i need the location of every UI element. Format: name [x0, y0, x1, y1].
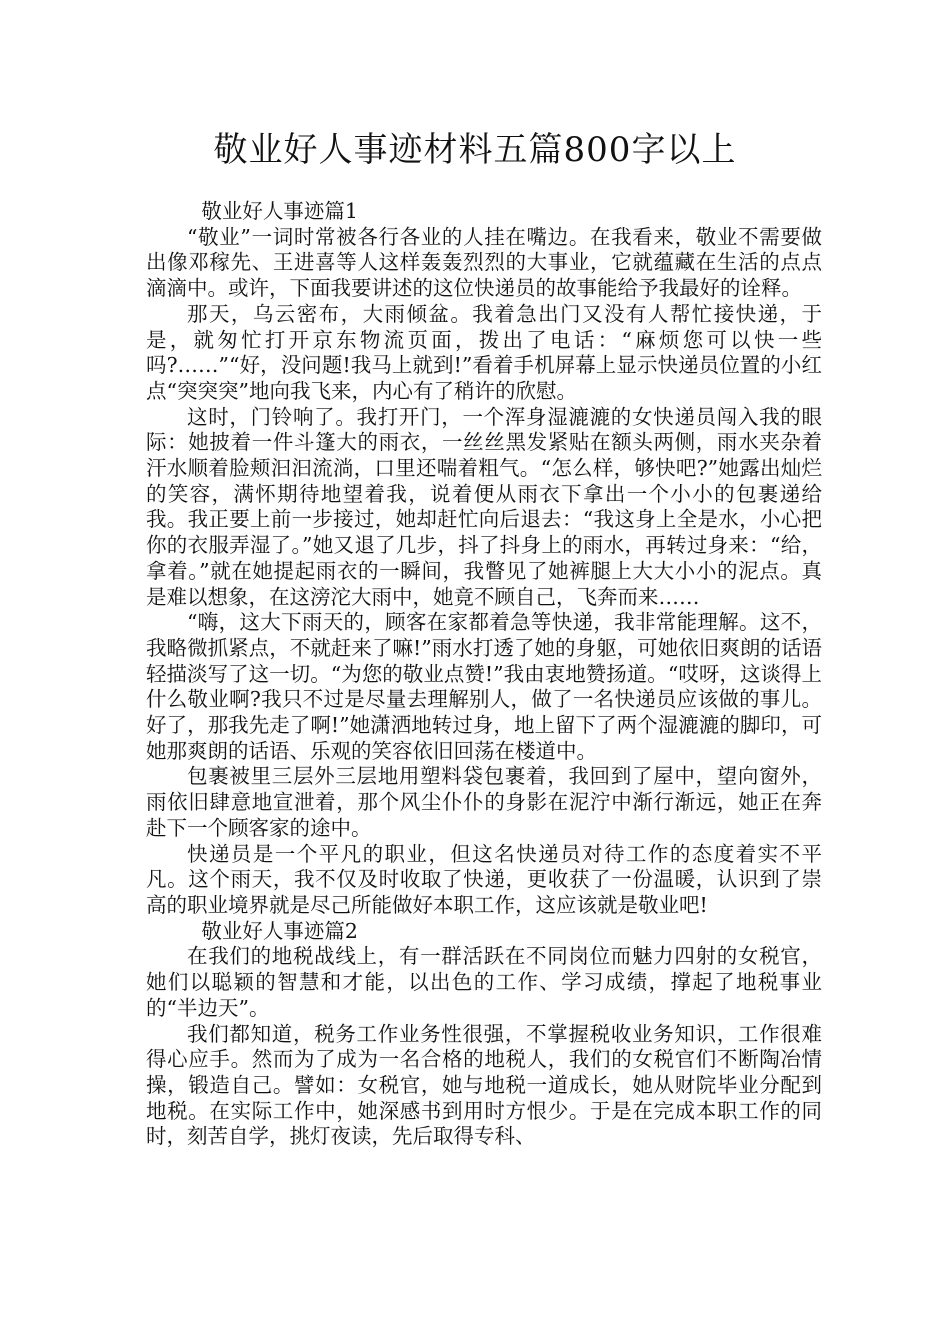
document-body [146, 199, 822, 1150]
section-1-heading: 敬业好人事迹篇1 [201, 199, 358, 223]
section-1-paragraph-5: 包裹被里三层外三层地用塑料袋包裹着，我回到了屋中，望向窗外，雨依旧肆意地宣泄着，那个风尘仆仆的身影在泥泞中渐行渐远，她正在奔赴下一个顾客家的途中。 [146, 764, 822, 840]
section-1-paragraph-3: 这时，门铃响了。我打开门，一个浑身湿漉漉的女快递员闯入我的眼际：她披着一件斗篷大的雨衣，一丝丝黑发紧贴在额头两侧，雨水夹杂着汗水顺着脸颊汩汩流淌，口里还喘着粗气。“怎么样，够快吧?”她露出灿烂的笑容，满怀期待地望着我，说着便从雨衣下拿出一个小小的包裹递给我。我正要上前一步接过，她却赶忙向后退去：“我这身上全是水，小心把你的衣服弄湿了。”她又退了几步，抖了抖身上的雨水，再转过身来：“给，拿着。”就在她提起雨衣的一瞬间，我瞥见了她裤腿上大大小小的泥点。真是难以想象，在这滂沱大雨中，她竟不顾自己，飞奔而来…… [146, 404, 822, 609]
section-1-paragraph-4: “嗨，这大下雨天的，顾客在家都着急等快递，我非常能理解。这不，我略微抓紧点，不就赶来了嘛!”雨水打透了她的身躯，可她依旧爽朗的话语轻描淡写了这一切。“为您的敬业点赞!”我由衷地赞扬道。“哎呀，这谈得上什么敬业啊?我只不过是尽量去理解别人，做了一名快递员应该做的事儿。好了，那我先走了啊!”她潇洒地转过身，地上留下了两个湿漉漉的脚印，可她那爽朗的话语、乐观的笑容依旧回荡在楼道中。 [146, 610, 822, 763]
section-2-paragraph-1: 在我们的地税战线上，有一群活跃在不同岗位而魅力四射的女税官，她们以聪颖的智慧和才能，以出色的工作、学习成绩，撑起了地税事业的“半边天”。 [146, 944, 822, 1020]
document-title: 敬业好人事迹材料五篇800字以上 [213, 130, 737, 170]
section-2-paragraph-2: 我们都知道，税务工作业务性很强，不掌握税收业务知识，工作很难得心应手。然而为了成为一名合格的地税人，我们的女税官们不断陶冶情操，锻造自己。譬如：女税官，她与地税一道成长，她从财院毕业分配到地税。在实际工作中，她深感书到用时方恨少。于是在完成本职工作的同时，刻苦自学，挑灯夜读，先后取得专科、 [146, 1021, 822, 1149]
section-2-heading: 敬业好人事迹篇2 [201, 918, 358, 943]
section-1-paragraph-1: “敬业”一词时常被各行各业的人挂在嘴边。在我看来，敬业不需要做出像邓稼先、王进喜等人这样轰轰烈烈的大事业，它就蕴藏在生活的点点滴滴中。或许，下面我要讲述的这位快递员的故事能给予我最好的诠释。 [146, 224, 822, 301]
section-1-paragraph-6: 快递员是一个平凡的职业，但这名快递员对待工作的态度着实不平凡。这个雨天，我不仅及时收取了快递，更收获了一份温暖，认识到了崇高的职业境界就是尽己所能做好本职工作，这应该就是敬业吧! [146, 841, 822, 917]
section-1-paragraph-2: 那天，乌云密布，大雨倾盆。我着急出门又没有人帮忙接快递，于是，就匆忙打开京东物流页面，拨出了电话：“麻烦您可以快一些吗?……”“好，没问题!我马上就到!”看着手机屏幕上显示快递员位置的小红点“突突突”地向我飞来，内心有了稍许的欣慰。 [146, 301, 822, 403]
